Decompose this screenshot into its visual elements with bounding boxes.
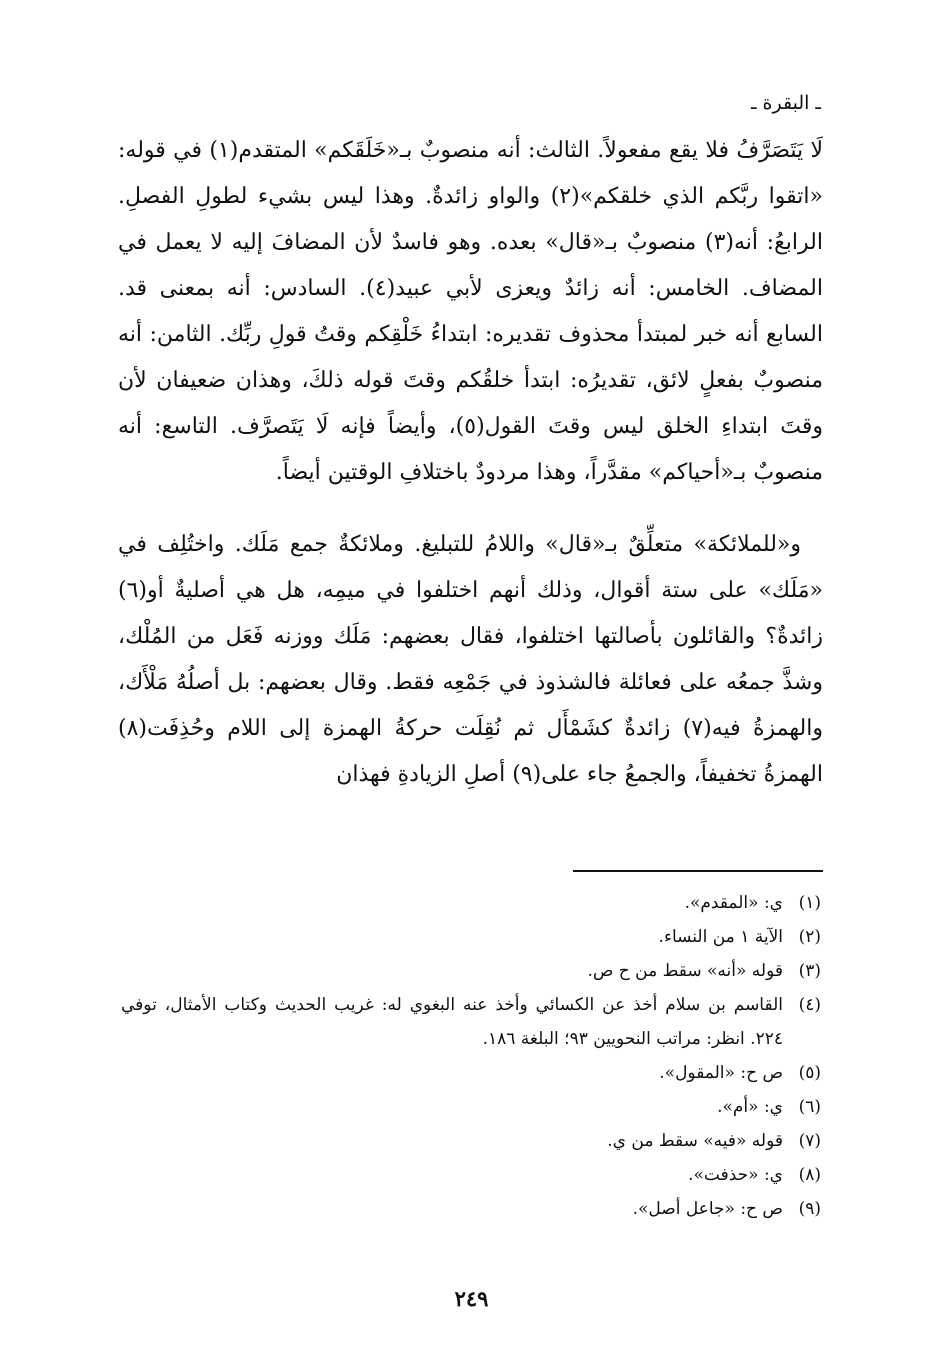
footnote <box>121 920 821 954</box>
footnote <box>121 1090 821 1124</box>
footnote-number: (٢) <box>798 927 821 947</box>
footnote-number: (٣) <box>798 961 821 981</box>
footnote-text: قوله «فيه» سقط من ي. <box>607 1131 783 1151</box>
footnote <box>121 988 821 1056</box>
main-text <box>118 128 823 798</box>
footnote-text: قوله «أنه» سقط من ح ص. <box>587 961 783 981</box>
footnote-text: القاسم بن سلام أخذ عن الكسائي وأخذ عنه البغوي له: غريب الحديث وكتاب الأمثال، توفي ٢٢٤. انظر: مراتب النحويين ٩٣؛ البلغة ١٨٦. <box>121 995 783 1049</box>
footnote-separator <box>573 870 823 872</box>
footnote-text: ص ح: «المقول». <box>659 1063 783 1083</box>
footnote-number: (٤) <box>798 995 821 1015</box>
footnote <box>121 886 821 920</box>
page-number: ٢٤٩ <box>454 1286 489 1311</box>
footnote-number: (٩) <box>798 1199 821 1219</box>
footnote-number: (٨) <box>798 1165 821 1185</box>
footnote <box>121 954 821 988</box>
footnote-number: (٧) <box>798 1131 821 1151</box>
footnote-text: ي: «المقدم». <box>684 893 783 913</box>
footnote-number: (١) <box>798 893 821 913</box>
footnote-text: ص ح: «جاعل أصل». <box>632 1199 783 1219</box>
footnote-number: (٦) <box>798 1097 821 1117</box>
running-head: ـ البقرة ـ <box>750 92 821 114</box>
footnote-text: ي: «حذفت». <box>688 1165 783 1185</box>
footnote-text: الآية ١ من النساء. <box>658 927 783 947</box>
footnote <box>121 1124 821 1158</box>
footnotes-list <box>121 886 821 1226</box>
paragraph: لَا يَتَصَرَّفُ فلا يقع مفعولاً. الثالث: أنه منصوبٌ بـ«خَلَقَكم» المتقدم(١) في قوله: «اتقوا ربَّكم الذي خلقكم»(٢) والواو زائدةٌ. وهذا ليس بشيء لطولِ الفصلِ. الرابعُ: أنه(٣) منصوبٌ بـ«قال» بعده. وهو فاسدٌ لأن المضافَ إليه لا يعمل في المضاف. الخامس: أنه زائدٌ ويعزى لأبي عبيد(٤). السادس: أنه بمعنى قد. السابع أنه خبر لمبتدأ محذوف تقديره: ابتداءُ خَلْقِكم وقتُ قولِ ربِّك. الثامن: أنه منصوبٌ بفعلٍ لائق، تقديرُه: ابتدأ خلقُكم وقتَ قوله ذلكَ، وهذان ضعيفان لأن وقتَ ابتداءِ الخلق ليس وقتَ القول(٥)، وأيضاً فإنه لَا يَتَصرَّف. التاسع: أنه منصوبٌ بـ«أحياكم» مقدَّراً، وهذا مردودٌ باختلافِ الوقتين أيضاً. <box>118 138 824 485</box>
footnote <box>121 1192 821 1226</box>
footnote <box>121 1158 821 1192</box>
footnote-number: (٥) <box>798 1063 821 1083</box>
footnote-text: ي: «أم». <box>717 1097 783 1117</box>
paragraph: و«للملائكة» متعلِّقٌ بـ«قال» واللامُ للتبليغ. وملائكةٌ جمع مَلَك. واختُلِف في «مَلَك» على ستة أقوال، وذلك أنهم اختلفوا في ميمِه، هل هي أصليةٌ أو(٦) زائدةٌ؟ والقائلون بأصالتها اختلفوا، فقال بعضهم: مَلَك ووزنه فَعَل من المُلْك، وشذَّ جمعُه على فعائلة فالشذوذ في جَمْعِه فقط. وقال بعضهم: بل أصلُهُ مَلْأَك، والهمزةُ فيه(٧) زائدةٌ كشَمْأَل ثم نُقِلَت حركةُ الهمزة إلى اللام وحُذِفَت(٨) الهمزةُ تخفيفاً، والجمعُ جاء على(٩) أصلِ الزيادةِ فهذان <box>118 532 823 787</box>
footnote <box>121 1056 821 1090</box>
